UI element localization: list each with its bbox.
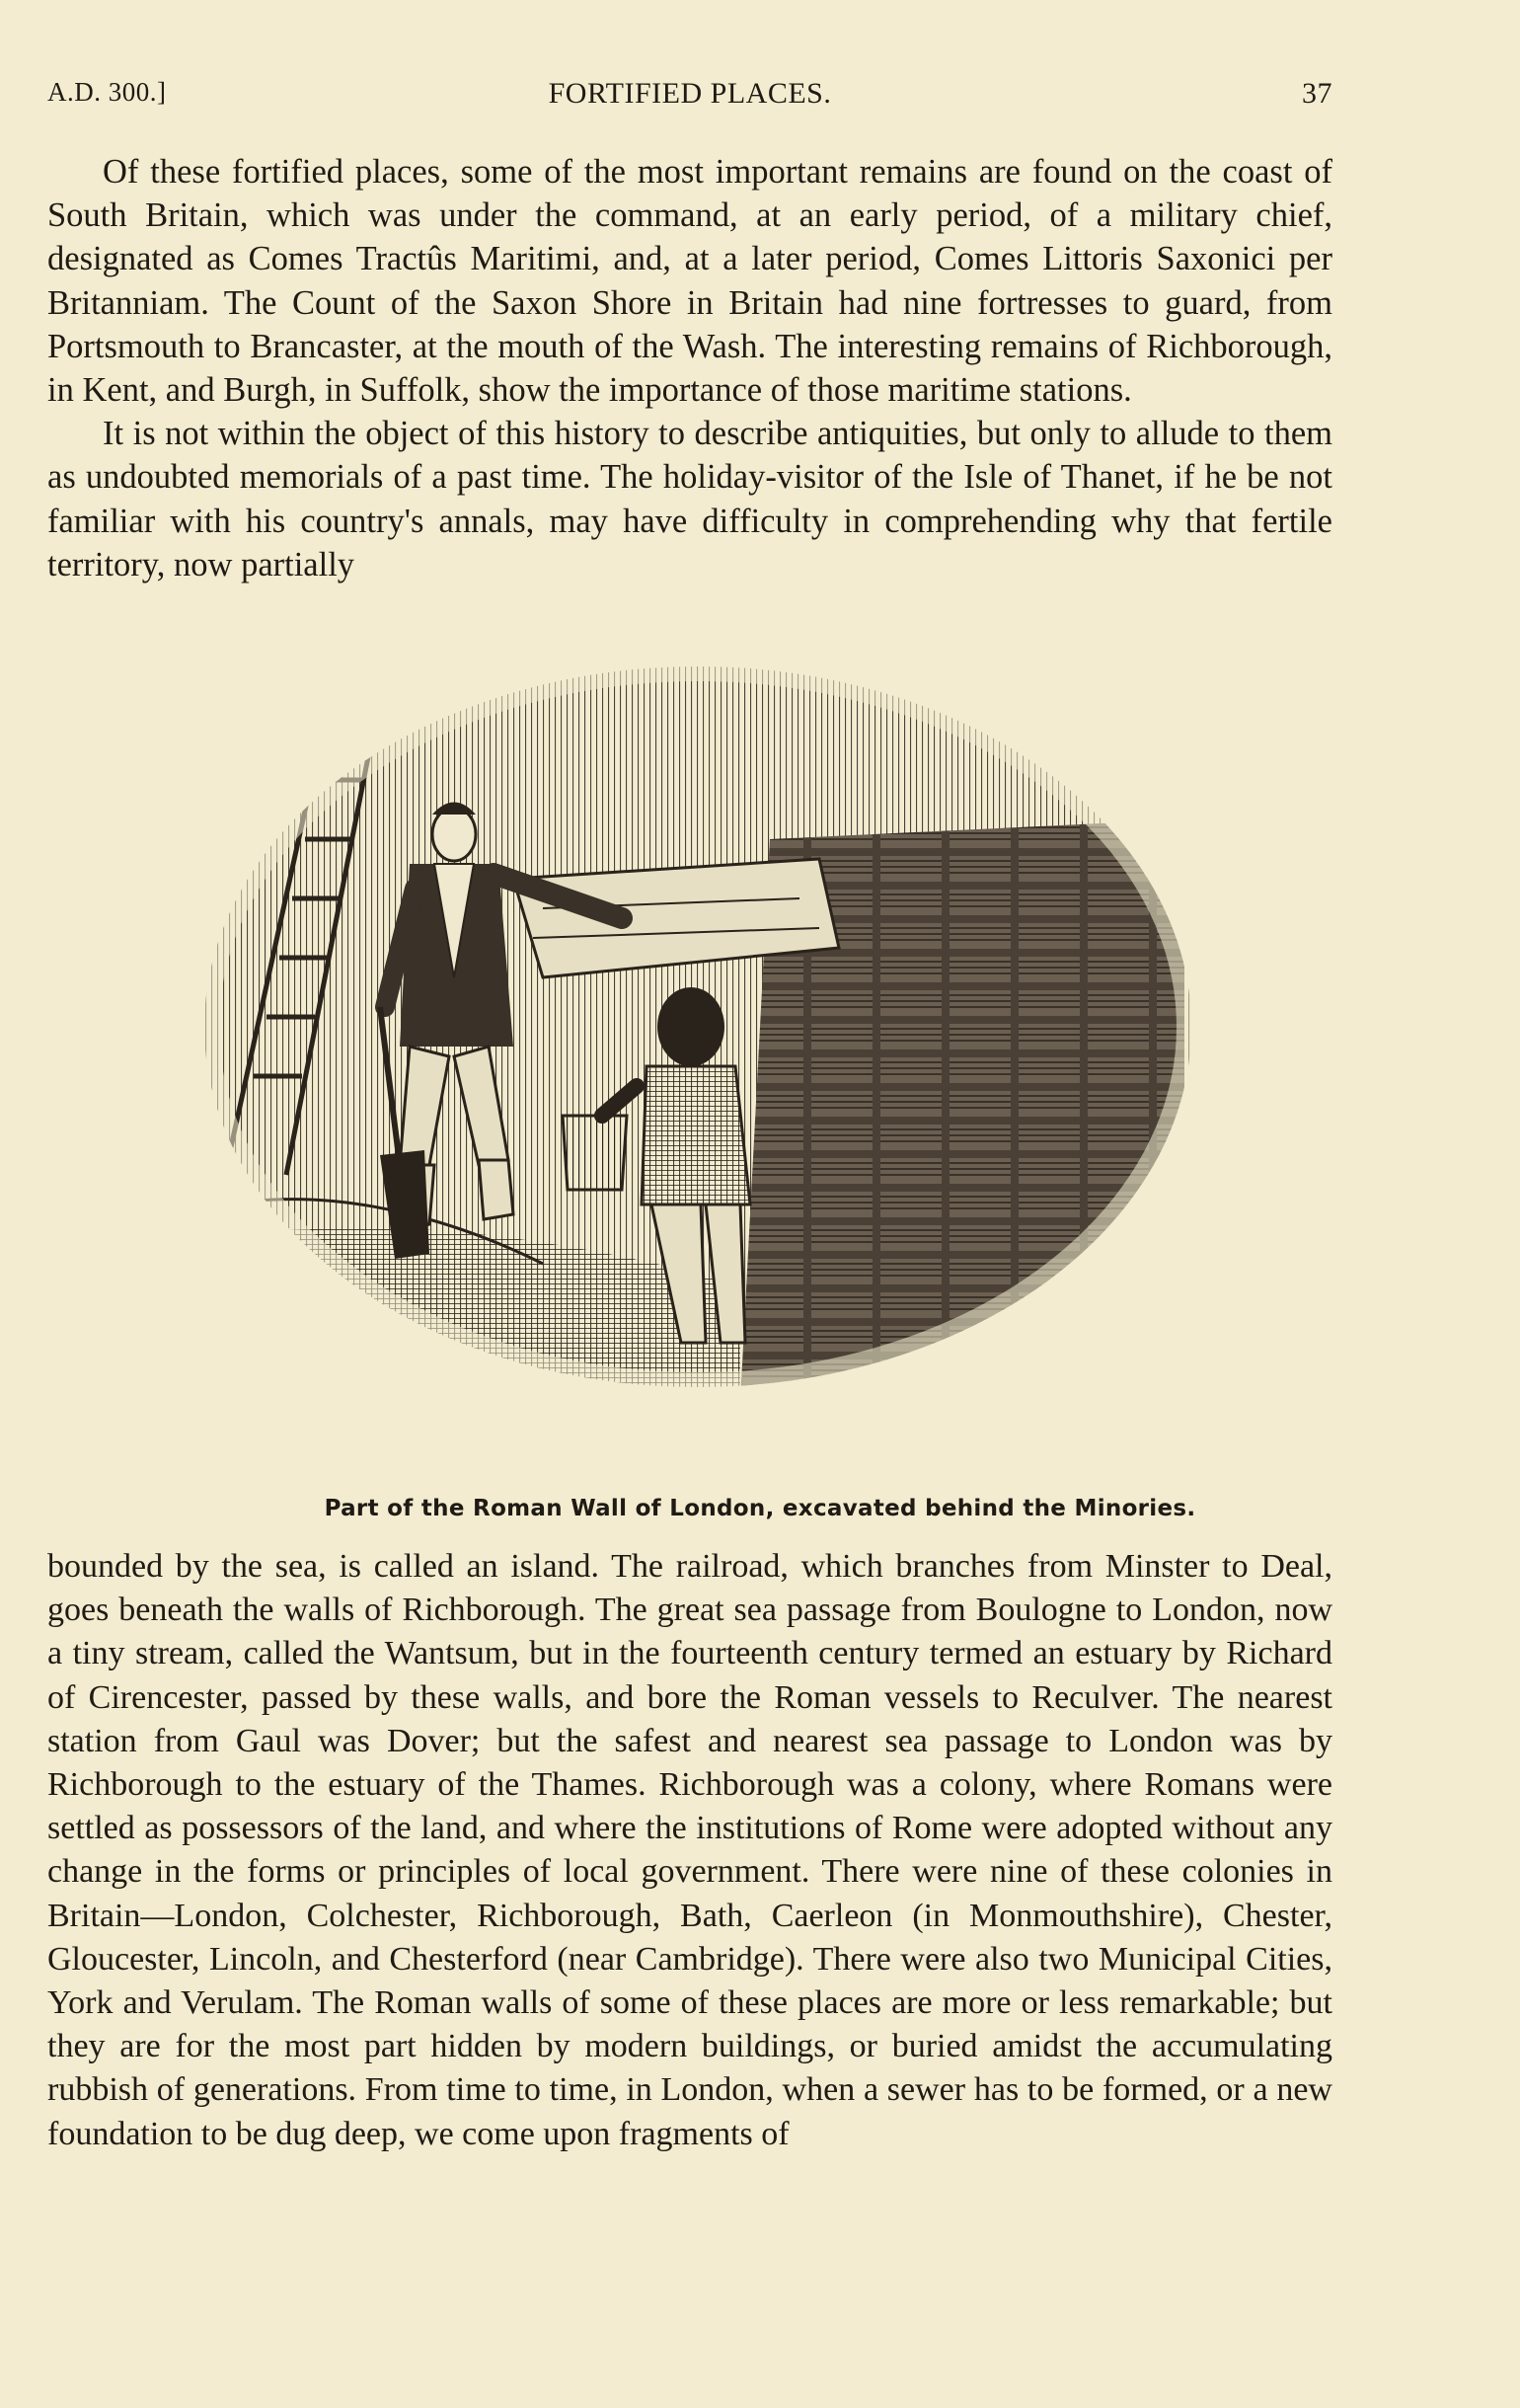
header-title: FORTIFIED PLACES.	[548, 77, 832, 110]
figure-caption: Part of the Roman Wall of London, excavated behind the Minories.	[324, 1496, 1196, 1521]
page-number: 37	[1302, 77, 1332, 110]
running-head	[47, 77, 1332, 126]
text-block-bottom	[47, 1545, 1332, 2156]
paragraph-antiquities: It is not within the object of this history to describe antiquities, but only to allude to them as undoubted memorials of a past time. The holiday-visitor of the Isle of Thanet, if he be not familiar with his country's annals, may have difficulty in comprehending why that fertile territory, now partially	[47, 415, 1332, 583]
engraving-roman-wall	[188, 652, 1209, 1491]
text-block-top	[47, 150, 1332, 586]
header-date: A.D. 300.]	[47, 77, 167, 107]
paragraph-fortified-places: Of these fortified places, some of the most important remains are found on the coast of South Britain, which was under the command, at an early period, of a military chief, designated as Comes Tractûs Maritimi, and, at a later period, Comes Littoris Saxonici per Britanniam. The Count of the Saxon Shore in Britain had nine fortresses to guard, from Portsmouth to Brancaster, at the mouth of the Wash. The interesting remains of Richborough, in Kent, and Burgh, in Suffolk, show the importance of those maritime stations.	[47, 153, 1332, 410]
engraving-illustration	[188, 652, 1209, 1491]
paragraph-isle-of-thanet: bounded by the sea, is called an island. The railroad, which branches from Minster to Deal, goes beneath the walls of Richborough. The great sea passage from Boulogne to London, now a tiny stream, called the Wantsum, but in the fourteenth century termed an estuary by Richard of Cirencester, passed by these walls, and bore the Roman vessels to Reculver. The nearest station from Gaul was Dover; but the safest and nearest sea passage to London was by Richborough to the estuary of the Thames. Richborough was a colony, where Romans were settled as possessors of the land, and where the institutions of Rome were adopted without any change in the forms or principles of local government. There were nine of these colonies in Britain—London, Colchester, Richborough, Bath, Caerleon (in Monmouthshire), Chester, Gloucester, Lincoln, and Chesterford (near Cambridge). There were also two Municipal Cities, York and Verulam. The Roman walls of some of these places are more or less remarkable; but they are for the most part hidden by modern buildings, or buried amidst the accumulating rubbish of generations. From time to time, in London, when a sewer has to be formed, or a new foundation to be dug deep, we come upon fragments of	[47, 1548, 1332, 2152]
